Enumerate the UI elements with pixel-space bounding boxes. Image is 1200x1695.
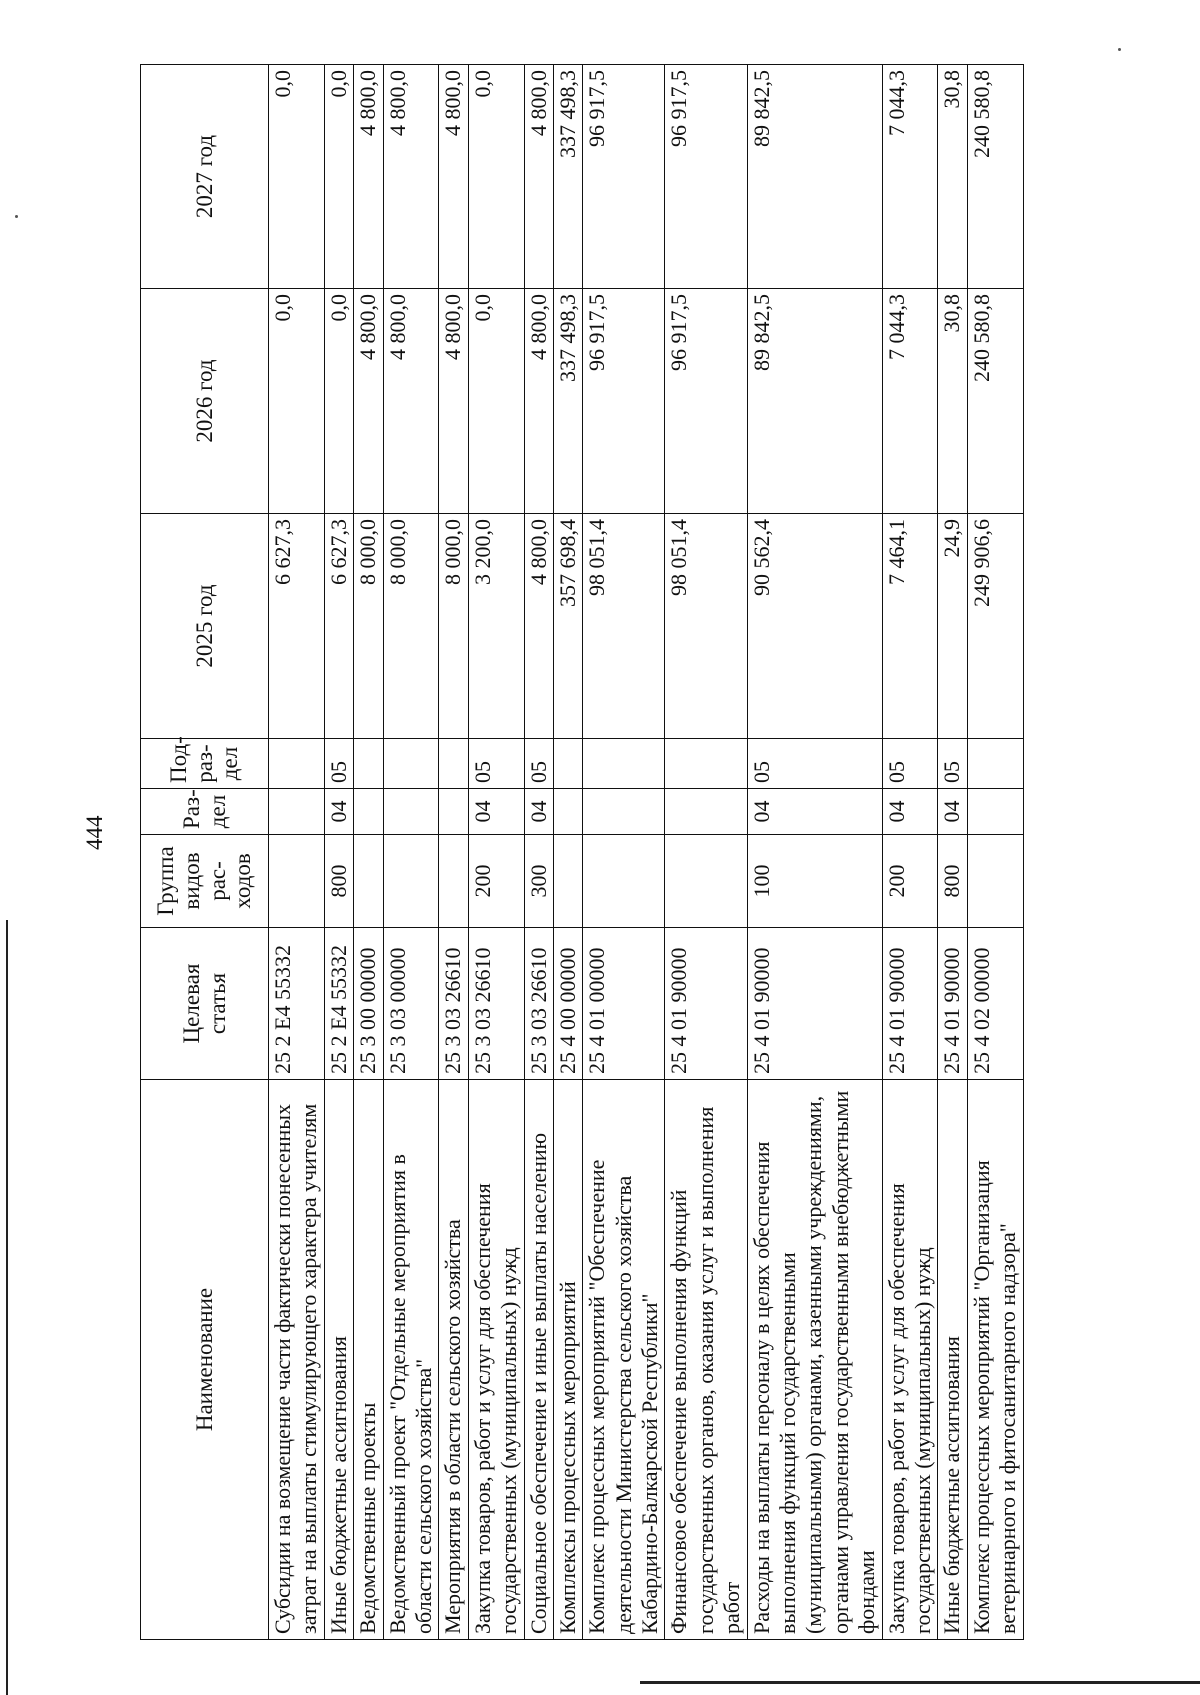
cell-group: 800 (938, 835, 967, 928)
header-subsection: Под-раз-дел (141, 739, 269, 789)
cell-y2026: 240 580,8 (967, 289, 1023, 514)
cell-target: 25 3 00 00000 (354, 928, 383, 1080)
cell-name: Субсидии на возмещение части фактически понесенных затрат на выплаты стимулирующего характера учителям (269, 1080, 325, 1640)
cell-name: Комплекс процессных мероприятий "Обеспечение деятельности Министерства сельского хозяйства Кабардино-Балкарской Республики" (583, 1080, 665, 1640)
cell-target: 25 4 01 00000 (583, 928, 665, 1080)
cell-name: Мероприятия в области сельского хозяйства (439, 1080, 468, 1640)
cell-section (665, 789, 747, 835)
cell-y2026: 337 498,3 (553, 289, 582, 514)
cell-target: 25 4 01 90000 (747, 928, 882, 1080)
cell-name: Ведомственный проект "Отдельные мероприятия в области сельского хозяйства" (383, 1080, 439, 1640)
cell-target: 25 4 02 00000 (967, 928, 1023, 1080)
cell-subsection: 05 (938, 739, 967, 789)
cell-y2027: 0,0 (269, 65, 325, 289)
cell-group: 300 (524, 835, 553, 928)
table-row (882, 65, 938, 1640)
cell-subsection (383, 739, 439, 789)
cell-group: 200 (468, 835, 524, 928)
cell-section (967, 789, 1023, 835)
table-row (354, 65, 383, 1640)
cell-subsection (553, 739, 582, 789)
cell-y2025: 8 000,0 (439, 514, 468, 739)
cell-target: 25 2 Е4 55332 (269, 928, 325, 1080)
cell-section: 04 (747, 789, 882, 835)
cell-section: 04 (324, 789, 353, 835)
table-row (439, 65, 468, 1640)
cell-group (583, 835, 665, 928)
cell-section (383, 789, 439, 835)
cell-y2025: 6 627,3 (269, 514, 325, 739)
cell-y2027: 7 044,3 (882, 65, 938, 289)
table-row (553, 65, 582, 1640)
cell-name: Финансовое обеспечение выполнения функций государственных органов, оказания услуг и выполнения работ (665, 1080, 747, 1640)
cell-section (553, 789, 582, 835)
header-section: Раз-дел (141, 789, 269, 835)
cell-y2025: 6 627,3 (324, 514, 353, 739)
cell-subsection: 05 (324, 739, 353, 789)
cell-y2025: 8 000,0 (354, 514, 383, 739)
cell-group (665, 835, 747, 928)
cell-group: 800 (324, 835, 353, 928)
cell-y2026: 30,8 (938, 289, 967, 514)
budget-table (140, 64, 1024, 1640)
cell-subsection: 05 (468, 739, 524, 789)
cell-y2027: 0,0 (324, 65, 353, 289)
cell-y2025: 24,9 (938, 514, 967, 739)
cell-y2025: 7 464,1 (882, 514, 938, 739)
header-2026: 2026 год (141, 289, 269, 514)
table-header-row (141, 65, 269, 1640)
cell-subsection (269, 739, 325, 789)
cell-y2025: 98 051,4 (583, 514, 665, 739)
cell-target: 25 4 00 00000 (553, 928, 582, 1080)
cell-target: 25 4 01 90000 (882, 928, 938, 1080)
cell-y2027: 4 800,0 (354, 65, 383, 289)
cell-group (383, 835, 439, 928)
header-target: Целевая статья (141, 928, 269, 1080)
cell-group (269, 835, 325, 928)
cell-name: Социальное обеспечение и иные выплаты населению (524, 1080, 553, 1640)
cell-group: 200 (882, 835, 938, 928)
cell-target: 25 2 Е4 55332 (324, 928, 353, 1080)
header-name: Наименование (141, 1080, 269, 1640)
cell-subsection (583, 739, 665, 789)
cell-y2027: 4 800,0 (524, 65, 553, 289)
cell-y2027: 0,0 (468, 65, 524, 289)
cell-name: Комплекс процессных мероприятий "Организация ветеринарного и фитосанитарного надзора" (967, 1080, 1023, 1640)
cell-y2025: 249 906,6 (967, 514, 1023, 739)
cell-y2026: 7 044,3 (882, 289, 938, 514)
cell-name: Закупка товаров, работ и услуг для обеспечения государственных (муниципальных) нужд (468, 1080, 524, 1640)
cell-subsection: 05 (747, 739, 882, 789)
cell-y2026: 4 800,0 (439, 289, 468, 514)
cell-name: Расходы на выплаты персоналу в целях обеспечения выполнения функций государственными (муниципальными) органами, казенными учреждениями, органами управления государственными внебюджетными фондами (747, 1080, 882, 1640)
cell-subsection (439, 739, 468, 789)
header-2027: 2027 год (141, 65, 269, 289)
cell-subsection (967, 739, 1023, 789)
cell-y2027: 4 800,0 (383, 65, 439, 289)
cell-y2027: 96 917,5 (583, 65, 665, 289)
cell-y2026: 89 842,5 (747, 289, 882, 514)
page-number: 444 (82, 815, 107, 850)
cell-target: 25 3 03 26610 (524, 928, 553, 1080)
cell-group (354, 835, 383, 928)
cell-subsection (665, 739, 747, 789)
cell-y2027: 30,8 (938, 65, 967, 289)
cell-y2026: 96 917,5 (583, 289, 665, 514)
table-body (269, 65, 1024, 1640)
cell-y2026: 96 917,5 (665, 289, 747, 514)
header-2025: 2025 год (141, 514, 269, 739)
cell-target: 25 3 03 00000 (383, 928, 439, 1080)
cell-section (439, 789, 468, 835)
table-row (324, 65, 353, 1640)
table-row (967, 65, 1023, 1640)
cell-subsection: 05 (524, 739, 553, 789)
table-row (583, 65, 665, 1640)
cell-y2026: 0,0 (269, 289, 325, 514)
cell-name: Ведомственные проекты (354, 1080, 383, 1640)
cell-y2025: 357 698,4 (553, 514, 582, 739)
cell-y2025: 3 200,0 (468, 514, 524, 739)
cell-subsection: 05 (882, 739, 938, 789)
cell-group (967, 835, 1023, 928)
cell-y2027: 4 800,0 (439, 65, 468, 289)
table-row (468, 65, 524, 1640)
table-row (524, 65, 553, 1640)
cell-section: 04 (938, 789, 967, 835)
cell-y2026: 0,0 (324, 289, 353, 514)
header-group: Группа видов рас-ходов (141, 835, 269, 928)
cell-y2027: 337 498,3 (553, 65, 582, 289)
cell-y2026: 4 800,0 (524, 289, 553, 514)
cell-name: Комплексы процессных мероприятий (553, 1080, 582, 1640)
table-row (938, 65, 967, 1640)
cell-group (439, 835, 468, 928)
cell-section: 04 (524, 789, 553, 835)
cell-target: 25 4 01 90000 (665, 928, 747, 1080)
cell-y2027: 89 842,5 (747, 65, 882, 289)
cell-section: 04 (882, 789, 938, 835)
cell-name: Иные бюджетные ассигнования (938, 1080, 967, 1640)
cell-target: 25 3 03 26610 (468, 928, 524, 1080)
table-row (383, 65, 439, 1640)
cell-y2026: 4 800,0 (383, 289, 439, 514)
table-row (665, 65, 747, 1640)
cell-y2025: 98 051,4 (665, 514, 747, 739)
cell-y2025: 90 562,4 (747, 514, 882, 739)
cell-section (269, 789, 325, 835)
cell-y2025: 8 000,0 (383, 514, 439, 739)
cell-name: Закупка товаров, работ и услуг для обеспечения государственных (муниципальных) нужд (882, 1080, 938, 1640)
cell-y2026: 0,0 (468, 289, 524, 514)
cell-group (553, 835, 582, 928)
cell-y2025: 4 800,0 (524, 514, 553, 739)
cell-section (583, 789, 665, 835)
cell-subsection (354, 739, 383, 789)
cell-section: 04 (468, 789, 524, 835)
cell-y2027: 96 917,5 (665, 65, 747, 289)
cell-name: Иные бюджетные ассигнования (324, 1080, 353, 1640)
cell-y2027: 240 580,8 (967, 65, 1023, 289)
table-row (747, 65, 882, 1640)
cell-section (354, 789, 383, 835)
cell-target: 25 4 01 90000 (938, 928, 967, 1080)
table-row (269, 65, 325, 1640)
cell-target: 25 3 03 26610 (439, 928, 468, 1080)
cell-group: 100 (747, 835, 882, 928)
cell-y2026: 4 800,0 (354, 289, 383, 514)
